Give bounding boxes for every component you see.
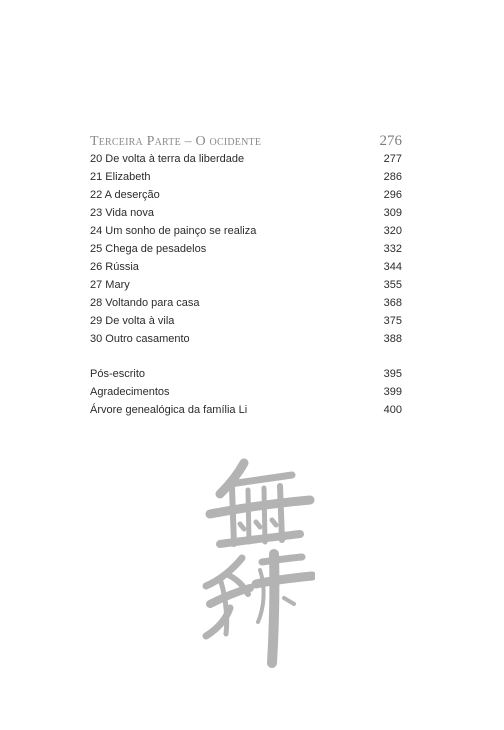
- entry-page: 388: [383, 333, 402, 345]
- entry-page: 277: [383, 153, 402, 165]
- toc-entry-postscript[interactable]: [90, 368, 402, 386]
- entry-page: 296: [383, 189, 402, 201]
- entry-page: 309: [383, 207, 402, 219]
- section-spacer: [90, 351, 402, 368]
- toc-entry-chapter-30[interactable]: [90, 333, 402, 351]
- toc-entry-chapter-20[interactable]: [90, 153, 402, 171]
- toc-entry-chapter-26[interactable]: [90, 261, 402, 279]
- entry-title: Agradecimentos: [90, 386, 170, 398]
- part-page-number: 276: [379, 133, 402, 149]
- toc-entry-chapter-28[interactable]: [90, 297, 402, 315]
- part-heading[interactable]: [90, 133, 402, 153]
- entry-title: 20 De volta à terra da liberdade: [90, 153, 245, 165]
- entry-title: 25 Chega de pesadelos: [90, 243, 207, 255]
- toc-entry-chapter-22[interactable]: [90, 189, 402, 207]
- entry-page: 332: [383, 243, 402, 255]
- toc-entry-chapter-25[interactable]: [90, 243, 402, 261]
- entry-title: 27 Mary: [90, 279, 130, 291]
- entry-title: 30 Outro casamento: [90, 333, 190, 345]
- entry-page: 286: [383, 171, 402, 183]
- entry-title: 26 Rússia: [90, 261, 139, 273]
- entry-title: Pós-escrito: [90, 368, 146, 380]
- entry-page: 400: [383, 404, 402, 416]
- entry-title: 21 Elizabeth: [90, 171, 151, 183]
- entry-page: 344: [383, 261, 402, 273]
- entry-page: 399: [383, 386, 402, 398]
- entry-title: 28 Voltando para casa: [90, 297, 200, 309]
- entry-title: 22 A deserção: [90, 189, 160, 201]
- toc-entry-chapter-24[interactable]: [90, 225, 402, 243]
- entry-title: 23 Vida nova: [90, 207, 155, 219]
- entry-title: 24 Um sonho de painço se realiza: [90, 225, 257, 237]
- toc-entry-chapter-29[interactable]: [90, 315, 402, 333]
- entry-page: 375: [383, 315, 402, 327]
- part-title: Terceira Parte – O ocidente: [90, 134, 262, 149]
- toc-entry-family-tree[interactable]: [90, 404, 402, 422]
- entry-title: Árvore genealógica da família Li: [90, 404, 248, 416]
- toc-entry-chapter-21[interactable]: [90, 171, 402, 189]
- chinese-calligraphy-dance-character-icon: [200, 458, 315, 673]
- entry-page: 355: [383, 279, 402, 291]
- entry-page: 368: [383, 297, 402, 309]
- toc-entry-acknowledgements[interactable]: [90, 386, 402, 404]
- table-of-contents: [90, 133, 402, 422]
- entry-title: 29 De volta à vila: [90, 315, 175, 327]
- entry-page: 320: [383, 225, 402, 237]
- toc-entry-chapter-23[interactable]: [90, 207, 402, 225]
- entry-page: 395: [383, 368, 402, 380]
- toc-entry-chapter-27[interactable]: [90, 279, 402, 297]
